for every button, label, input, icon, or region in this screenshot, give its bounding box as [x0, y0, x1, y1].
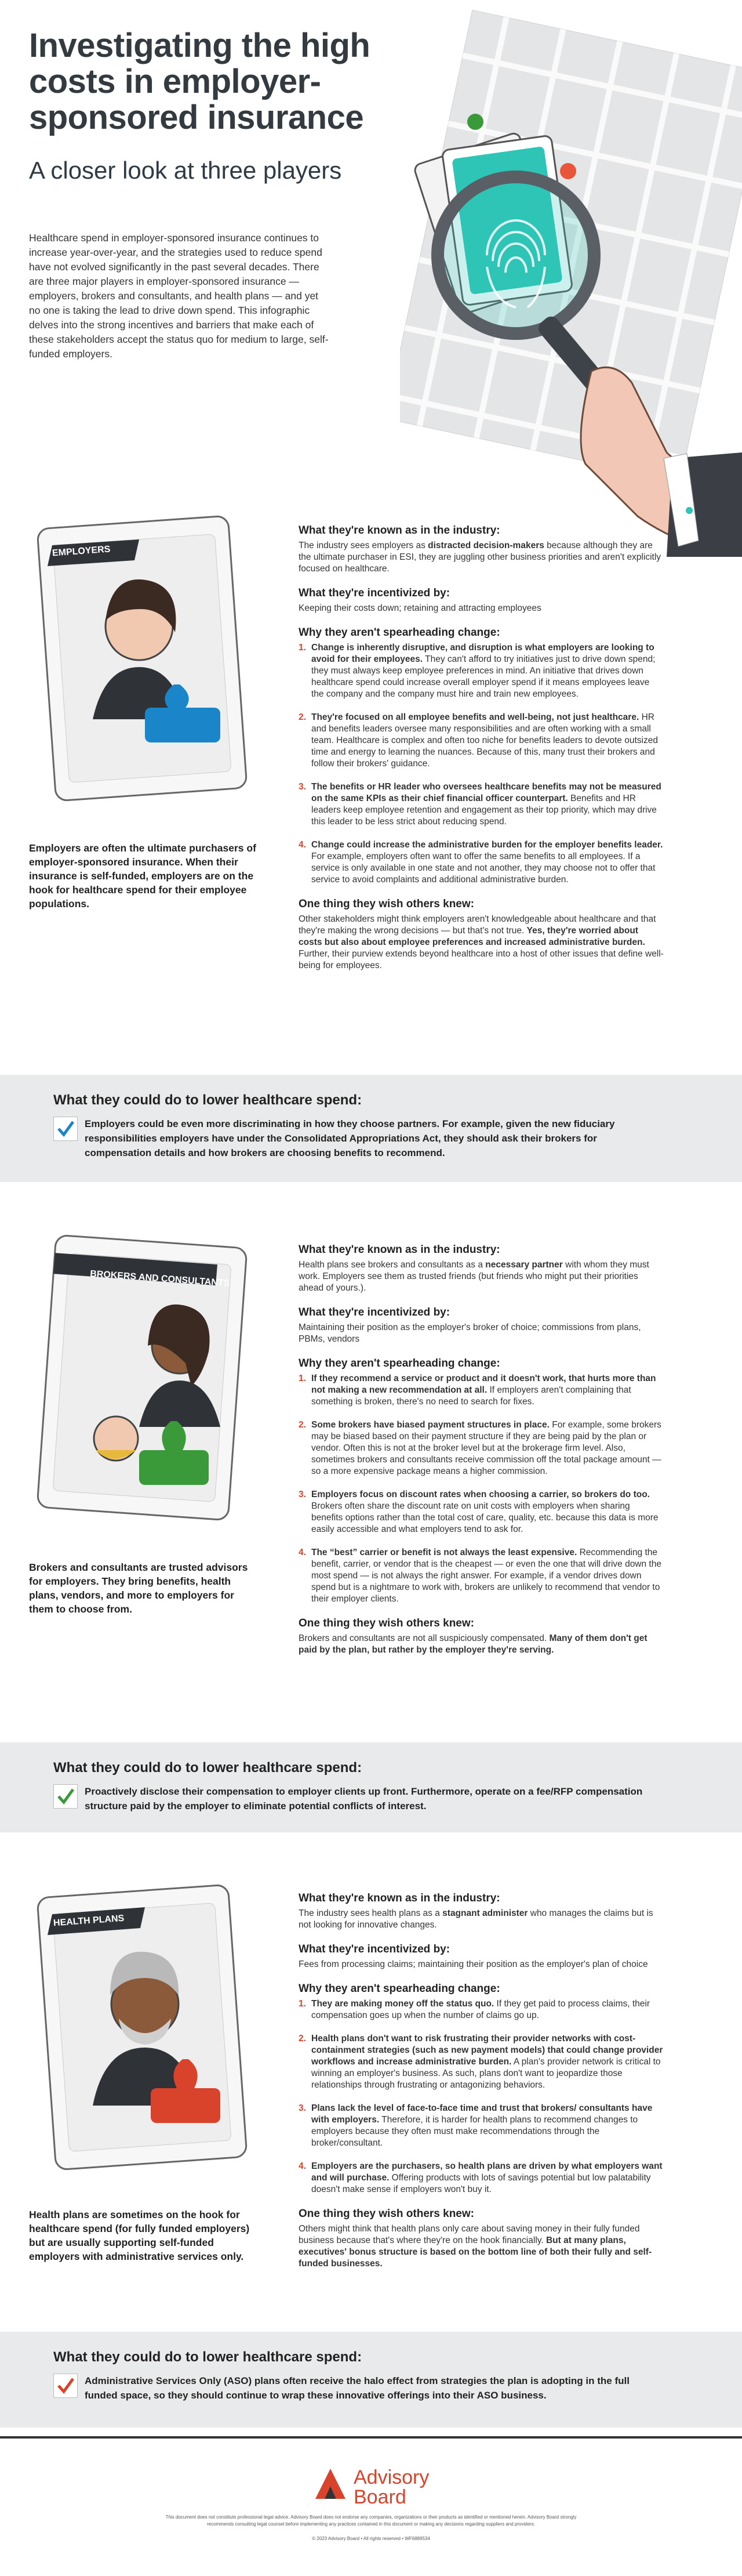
band-heading: What they could do to lower healthcare spend:: [53, 1760, 362, 1776]
health-plans-caption: Health plans are sometimes on the hook for healthcare spend (for fully funded employers) but are usually supporting self-funded employers with administrative services only.: [29, 2209, 250, 2262]
wish-text: Others might think that health plans only care about saving money in their fully funded business because that's where they're on the hook financially. But at many plans, executives' bonus structure is based on the bottom line of both their fully and self-funded businesses.: [299, 2224, 652, 2269]
list-item: 1. They are making money off the status quo. If they get paid to process claims, their compensation goes up when the number of claims go up.: [299, 1999, 650, 2020]
band-heading: What they could do to lower healthcare spend:: [53, 2349, 362, 2365]
list-item: 3. The benefits or HR leader who oversees healthcare benefits may not be measured on the same KPIs as their chief financial officer counterpart. Benefits and HR leaders keep employee retention and engagement as their top priority, which may drive this leader to be less strict about reducing spend.: [299, 782, 661, 827]
advisory-board-logo-icon: [313, 2466, 348, 2501]
checkmark-icon: [53, 1784, 78, 1809]
footer: [0, 2436, 742, 2576]
known-as-text: The industry sees health plans as a stagnant administer who manages the claims but is not looking for innovative changes.: [299, 1908, 653, 1930]
card-label-employers: EMPLOYERS: [52, 544, 111, 559]
card-label-health-plans: HEALTH PLANS: [53, 1913, 125, 1929]
health-plans-details: [299, 1893, 664, 2282]
wish-text: Other stakeholders might think employers aren't knowledgeable about healthcare and that they're making the wrong decisions — but that's not true. Yes, they're worried about costs but also about employee preferences and increased administrative burden. Further, their purview extends beyond healthcare into a host of other issues that define well-being for employees.: [299, 914, 664, 970]
list-item: 3. Plans lack the level of face-to-face time and trust that brokers/ consultants have with employers. Therefore, it is harder for health plans to recommend changes to employers because they often must make recommendations through the broker/consultant.: [299, 2103, 653, 2148]
why-not-heading: Why they aren't spearheading change:: [299, 1983, 500, 1995]
employers-caption: Employers are often the ultimate purchasers of employer-sponsored insurance. When their insurance is self-funded, employers are on the hook for healthcare spend for their employee populations.: [29, 842, 256, 910]
page-title: Investigating the high costs in employer-sponsored insurance: [29, 27, 370, 136]
list-item: 3. Employers focus on discount rates when choosing a carrier, so brokers do too. Brokers often share the discount rate on unit costs with employers when sharing benefits options rather than the total cost of care, quality, etc. because this data is more easily accessible and what employers tend to ask for.: [299, 1490, 659, 1534]
reasons-list: [299, 642, 664, 886]
band-text: Proactively disclose their compensation to employer clients up front. Furthermore, operate on a fee/RFP compensation structure paid by the employer to eliminate potential conflicts of interest.: [85, 1786, 643, 1811]
copyright: © 2023 Advisory Board • All rights reserved • WF6889534: [312, 2536, 430, 2541]
wish-heading: One thing they wish others knew:: [299, 1617, 474, 1629]
checkmark-icon: [53, 2374, 78, 2398]
list-item: 2. Health plans don't want to risk frustrating their provider networks with cost-containment strategies (such as new payment models) that could change provider workflows and increase administrative burden. A plan's provider network is critical to winning an employer's business. As such, plans don't want to jeopardize those relationships through frustrating or antagonizing behaviors.: [299, 2034, 663, 2090]
brokers-action-band: [0, 1742, 742, 1832]
incentivized-heading: What they're incentivized by:: [299, 587, 450, 599]
list-item: 1. Change is inherently disruptive, and disruption is what employers are looking to avoid for their employees. They can't afford to try initiatives just to drive down spend; they must always keep employee preferences in mind. An initiative that drives down healthcare spend could increase overall employer spend if it means employees leave the company and the company must hire and train new employees.: [299, 643, 656, 699]
list-item: 2. Some brokers have biased payment structures in place. For example, some brokers may be biased based on their payment structure if they are being paid by the plan or vendor. Often this is not at the broker level but at the brokerage firm level. Also, sometimes brokers and consultants receive commission off the total package amount — so a more expensive package means a higher commission.: [299, 1420, 661, 1476]
card-label-brokers: BROKERS AND CONSULTANTS: [89, 1269, 230, 1289]
logo-text: Advisory Board: [354, 2466, 430, 2508]
magnifier-illustration: [400, 0, 742, 557]
incentivized-text: Maintaining their position as the employer's broker of choice; commissions from plans, PBMs, vendors: [299, 1323, 641, 1344]
employers-action-band: [0, 1075, 742, 1182]
incentivized-heading: What they're incentivized by:: [299, 1306, 450, 1318]
known-as-heading: What they're known as in the industry:: [299, 524, 500, 537]
wish-heading: One thing they wish others knew:: [299, 2208, 474, 2220]
reasons-list: [299, 1373, 664, 1605]
known-as-heading: What they're known as in the industry:: [299, 1244, 500, 1256]
health-plans-action-band: [0, 2332, 742, 2428]
employers-details: [299, 525, 664, 984]
checkmark-icon: [53, 1117, 78, 1141]
reasons-list: [299, 1998, 664, 2195]
brokers-details: [299, 1244, 664, 1669]
fine-print: This document does not constitute professional legal advice. Advisory Board does not endorse any companies, organizations or their products as identified or mentioned herein. Advisory Board strongly recommends consulting legal counsel before implementing any practices contained in this document or making any decisions regarding suppliers and providers.: [165, 2515, 577, 2527]
list-item: 2. They're focused on all employee benefits and well-being, not just healthcare. HR and benefits leaders oversee many responsibilities and are often working with a small team. Healthcare is complex and often too niche for benefits leaders to devote outsized time and energy to learning the nuances. Because of this, many trust their brokers and follow their brokers' guidance.: [299, 712, 658, 769]
incentivized-text: Fees from processing claims; maintaining their position as the employer's plan of choice: [299, 1959, 648, 1969]
list-item: 4. Employers are the purchasers, so health plans are driven by what employers want and will purchase. Offering products with lots of savings potential but low palatability doesn't make sense if employers won't buy it.: [299, 2161, 663, 2194]
page-subtitle: A closer look at three players: [29, 157, 342, 184]
band-heading: What they could do to lower healthcare spend:: [53, 1092, 362, 1108]
intro-paragraph: Healthcare spend in employer-sponsored insurance continues to increase year-over-year, and the strategies used to reduce spend have not evolved significantly in the past several decades. There are three major players in employer-sponsored insurance — employers, brokers and consultants, and health plans — and yet no one is taking the lead to drive down spend. This infographic delves into the strong incentives and barriers that make each of these stakeholders accept the status quo for medium to large, self-funded employers.: [29, 231, 329, 360]
known-as-heading: What they're known as in the industry:: [299, 1892, 500, 1904]
why-not-heading: Why they aren't spearheading change:: [299, 1357, 500, 1369]
list-item: 4. The “best” carrier or benefit is not always the least expensive. Recommending the benefit, carrier, or vendor that is the cheapest — or even the one that will drive down the most spend — is not always the right answer. For example, if a vendor drives down spend but is a nightmare to work with, brokers are unlikely to recommend that vendor to their employer clients.: [299, 1548, 661, 1604]
why-not-heading: Why they aren't spearheading change:: [299, 626, 500, 639]
wish-heading: One thing they wish others knew:: [299, 898, 474, 910]
known-as-text: Health plans see brokers and consultants as a necessary partner with whom they must work. Employers see them as trusted friends (but friends who might put their priorities ahead of yours.).: [299, 1260, 649, 1293]
incentivized-heading: What they're incentivized by:: [299, 1943, 450, 1955]
list-item: 4. Change could increase the administrative burden for the employer benefits leader. For example, employers often want to offer the same benefits to all employees. If a service is only available in one state and not another, they may choose not to offer that service to avoid complaints and additional administrative burden.: [299, 840, 663, 885]
wish-text: Brokers and consultants are not all suspiciously compensated. Many of them don't get paid by the plan, but rather by the employer they're serving.: [299, 1633, 648, 1655]
known-as-text: The industry sees employers as distracted decision-makers because although they are the ultimate purchaser in ESI, they are juggling other business priorities and aren't explicitly focused on healthcare.: [299, 541, 661, 574]
band-text: Employers could be even more discriminating in how they choose partners. For example, given the new fiduciary responsibilities employers have under the Consolidated Appropriations Act, they should ask their brokers for compensation details and how brokers are choosing benefits to recommend.: [85, 1118, 615, 1158]
band-text: Administrative Services Only (ASO) plans often receive the halo effect from strategies the plan is adopting in the full funded space, so they should continue to wrap these innovative offerings into their ASO business.: [85, 2375, 630, 2401]
incentivized-text: Keeping their costs down; retaining and attracting employees: [299, 603, 541, 613]
brokers-caption: Brokers and consultants are trusted advisors for employers. They bring benefits, health plans, vendors, and more to employers for them to choose from.: [29, 1561, 248, 1615]
list-item: 1. If they recommend a service or product and it doesn't work, that hurts more than not making a new recommendation at all. If employers aren't complaining that something is broken, there's no need to search for fixes.: [299, 1374, 656, 1407]
